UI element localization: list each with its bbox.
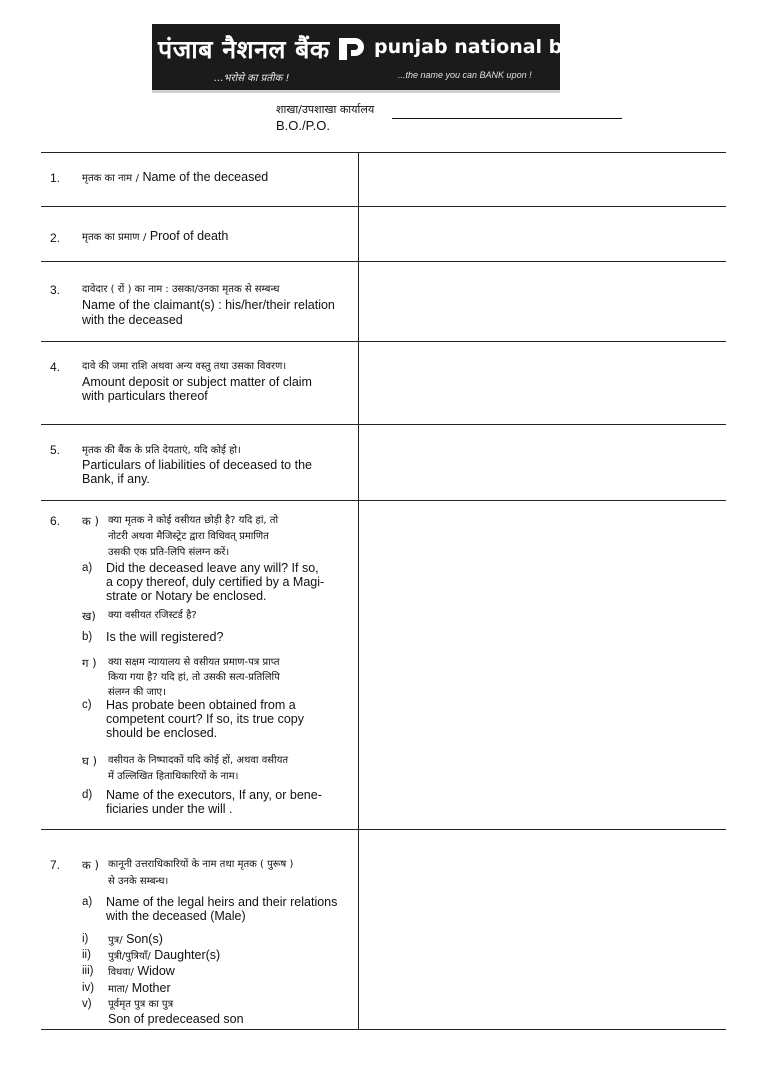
row-divider — [41, 341, 726, 342]
pnb-logo-icon — [337, 34, 367, 64]
bank-header-banner — [152, 24, 602, 90]
answer-cell-7[interactable] — [360, 831, 726, 1029]
answer-cell-4[interactable] — [360, 343, 726, 424]
bank-tagline-english: ...the name you can BANK upon ! — [398, 70, 532, 80]
question-2 — [82, 229, 228, 245]
row-number: 2. — [50, 231, 61, 245]
question-6d-english-line1: Name of the executors, If any, or bene- — [106, 788, 322, 802]
question-6a-english-line3: strate or Notary be enclosed. — [106, 589, 267, 603]
question-6a-hindi-line2: नोटरी अथवा मैजिस्ट्रेट द्वारा विधिवत् प्रमाणित — [108, 531, 269, 542]
row-number: 1. — [50, 171, 61, 185]
question-4-english-line2: with particulars thereof — [82, 389, 208, 403]
heir-grandson-english: Son of predeceased son — [108, 1012, 244, 1026]
question-7a-english-line1: Name of the legal heirs and their relations — [106, 895, 338, 909]
question-2-english: Proof of death — [149, 229, 229, 243]
question-6a-english-line2: a copy thereof, duly certified by a Magi- — [106, 575, 325, 589]
row-number: 7. — [50, 858, 61, 872]
sub-label-kha: ख) — [82, 609, 96, 623]
heir-english: Daughter(s) — [154, 948, 221, 962]
sub-label-gha: घ ) — [82, 754, 97, 768]
sub-label-d: d) — [82, 789, 93, 801]
question-2-hindi: मृतक का प्रमाण — [82, 232, 140, 243]
question-4-english-line1: Amount deposit or subject matter of claim — [82, 375, 312, 389]
heir-grandson-hindi: पूर्वमृत पुत्र का पुत्र — [108, 999, 174, 1010]
heir-widow — [108, 964, 175, 980]
question-1-english: Name of the deceased — [142, 170, 269, 184]
question-6c-english-line2: competent court? If so, its true copy — [106, 712, 305, 726]
heir-hindi: माता/ — [108, 984, 129, 995]
row-number: 6. — [50, 514, 61, 528]
question-5-english-line1: Particulars of liabilities of deceased to the — [82, 458, 312, 472]
separator: / — [135, 173, 139, 184]
answer-cell-3[interactable] — [360, 263, 726, 341]
row-divider — [41, 829, 726, 830]
heir-label: v) — [82, 998, 92, 1010]
sub-label-ka: क ) — [82, 514, 99, 528]
question-6c-hindi-line3: संलग्न की जाए। — [108, 687, 166, 698]
row-divider — [41, 206, 726, 207]
heir-english: Widow — [137, 964, 175, 978]
question-6d-english-line2: ficiaries under the will . — [106, 802, 233, 816]
question-4-hindi: दावे की जमा राशि अथवा अन्य वस्तु तथा उसका विवरण। — [82, 361, 287, 372]
question-6c-english-line1: Has probate been obtained from a — [106, 698, 296, 712]
question-6d-hindi-line2: में उल्लिखित हिताधिकारियों के नाम। — [108, 771, 239, 782]
row-number: 3. — [50, 283, 61, 297]
question-5-english-line2: Bank, if any. — [82, 472, 150, 486]
separator: / — [142, 232, 147, 243]
row-number: 4. — [50, 360, 61, 374]
heir-mother — [108, 981, 171, 997]
column-divider — [358, 152, 359, 1030]
answer-cell-5[interactable] — [360, 426, 726, 500]
heir-son — [108, 932, 163, 948]
heir-english: Mother — [131, 981, 171, 995]
question-7a-hindi-line1: कानूनी उत्तराधिकारियों के नाम तथा मृतक ( पुरूष ) — [108, 859, 294, 870]
sub-label-a: a) — [82, 896, 93, 908]
row-number: 5. — [50, 443, 61, 457]
row-divider — [41, 261, 726, 262]
heir-label: iv) — [82, 982, 95, 994]
question-6c-english-line3: should be enclosed. — [106, 726, 218, 740]
row-divider — [41, 424, 726, 425]
branch-office-label-hindi: शाखा/उपशाखा कार्यालय — [276, 103, 375, 116]
heir-label: i) — [82, 933, 89, 945]
question-6b-hindi: क्या वसीयत रजिस्टर्ड है? — [108, 610, 197, 621]
question-6a-hindi-line1: क्या मृतक ने कोई वसीयत छोड़ी है? यदि हां, तो — [108, 515, 279, 526]
answer-cell-2[interactable] — [360, 208, 726, 261]
question-6b-english: Is the will registered? — [106, 630, 224, 644]
row-divider — [41, 500, 726, 501]
question-6c-hindi-line1: क्या सक्षम न्यायालय से वसीयत प्रमाण-पत्र प्राप्त — [108, 657, 280, 668]
heir-label: iii) — [82, 965, 94, 977]
heir-hindi: पुत्र/ — [108, 935, 123, 946]
heir-label: ii) — [82, 949, 91, 961]
question-6c-hindi-line2: किया गया है? यदि हां, तो उसकी सत्य-प्रतिलिपि — [108, 672, 280, 683]
bank-tagline-hindi: ...भरोसे का प्रतीक ! — [214, 73, 290, 84]
question-6a-hindi-line3: उसकी एक प्रति-लिपि संलग्न करें। — [108, 547, 230, 558]
table-top-border — [41, 152, 726, 153]
question-6a-english-line1: Did the deceased leave any will? If so, — [106, 561, 319, 575]
question-7a-hindi-line2: से उनके सम्बन्ध। — [108, 876, 169, 887]
bank-name-english: punjab national bank — [374, 36, 602, 58]
heir-hindi: पुत्री/पुत्रियॉं/ — [108, 951, 151, 962]
branch-office-fill-line[interactable] — [392, 118, 622, 119]
sub-label-ga: ग ) — [82, 656, 97, 670]
question-6d-hindi-line1: वसीयत के निष्पादकों यदि कोई हों, अथवा वसीयत — [108, 755, 289, 766]
sub-label-c: c) — [82, 699, 92, 711]
answer-cell-6[interactable] — [360, 502, 726, 829]
question-7a-english-line2: with the deceased (Male) — [106, 909, 246, 923]
heir-hindi: विधवा/ — [108, 967, 134, 978]
sub-label-a: a) — [82, 562, 93, 574]
answer-cell-1[interactable] — [360, 154, 726, 206]
question-1 — [82, 170, 268, 186]
bank-name-hindi: पंजाब नैशनल बैंक — [158, 35, 330, 64]
sub-label-b: b) — [82, 631, 93, 643]
question-3-hindi: दावेदार ( रों ) का नाम : उसका/उनका मृतक से सम्बन्ध — [82, 284, 280, 295]
sub-label-ka: क ) — [82, 858, 99, 872]
branch-office-label-english: B.O./P.O. — [276, 118, 330, 133]
table-bottom-border — [41, 1029, 726, 1030]
question-5-hindi: मृतक की बैंक के प्रति देयताएं, यदि कोई हो। — [82, 445, 241, 456]
heir-english: Son(s) — [126, 932, 163, 946]
question-1-hindi: मृतक का नाम — [82, 173, 133, 184]
question-3-english-line2: with the deceased — [82, 313, 183, 327]
heir-daughter — [108, 948, 220, 964]
question-3-english-line1: Name of the claimant(s) : his/her/their relation — [82, 298, 335, 312]
